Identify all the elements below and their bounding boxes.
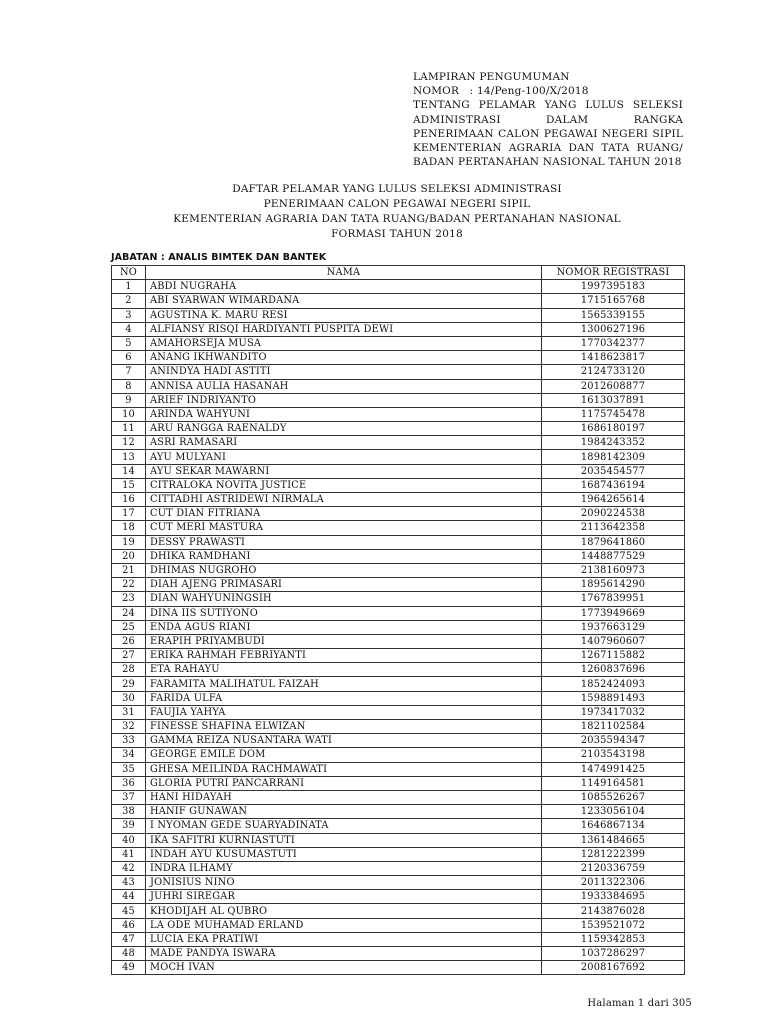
applicant-name: LUCIA EKA PRATIWI — [146, 932, 542, 946]
registration-number: 2090224538 — [542, 507, 685, 521]
table-header-row — [112, 266, 685, 280]
table-row — [112, 606, 685, 620]
table-row — [112, 833, 685, 847]
registration-number: 1233056104 — [542, 805, 685, 819]
table-row — [112, 634, 685, 648]
row-number: 25 — [112, 620, 146, 634]
table-row — [112, 464, 685, 478]
applicant-name: HANI HIDAYAH — [146, 790, 542, 804]
applicant-name: CUT DIAN FITRIANA — [146, 507, 542, 521]
applicant-name: FARIDA ULFA — [146, 691, 542, 705]
table-row — [112, 861, 685, 875]
table-row — [112, 280, 685, 294]
applicant-name: ASRI RAMASARI — [146, 436, 542, 450]
row-number: 9 — [112, 393, 146, 407]
applicant-name: FARAMITA MALIHATUL FAIZAH — [146, 677, 542, 691]
registration-number: 1973417032 — [542, 705, 685, 719]
applicant-name: CITTADHI ASTRIDEWI NIRMALA — [146, 493, 542, 507]
applicant-name: AMAHORSEJA MUSA — [146, 336, 542, 350]
applicant-table — [111, 265, 685, 975]
row-number: 8 — [112, 379, 146, 393]
title-line: DAFTAR PELAMAR YANG LULUS SELEKSI ADMINISTRASI — [232, 183, 562, 195]
applicant-name: DIAN WAHYUNINGSIH — [146, 592, 542, 606]
lampiran-line: ADMINISTRASI DALAM RANGKA — [413, 113, 683, 126]
applicant-name: ANINDYA HADI ASTITI — [146, 365, 542, 379]
registration-number: 1407960607 — [542, 634, 685, 648]
lampiran-line: KEMENTERIAN AGRARIA DAN TATA RUANG/ — [413, 142, 683, 155]
row-number: 26 — [112, 634, 146, 648]
registration-number: 1267115882 — [542, 649, 685, 663]
table-row — [112, 691, 685, 705]
table-row — [112, 436, 685, 450]
table-row — [112, 578, 685, 592]
registration-number: 1300627196 — [542, 322, 685, 336]
row-number: 19 — [112, 535, 146, 549]
registration-number: 2103543198 — [542, 748, 685, 762]
row-number: 42 — [112, 861, 146, 875]
applicant-name: INDRA ILHAMY — [146, 861, 542, 875]
row-number: 36 — [112, 776, 146, 790]
row-number: 49 — [112, 961, 146, 975]
table-row — [112, 819, 685, 833]
table-row — [112, 677, 685, 691]
page-footer: Halaman 1 dari 305 — [587, 998, 692, 1009]
applicant-name: JONISIUS NINO — [146, 876, 542, 890]
row-number: 11 — [112, 422, 146, 436]
lampiran-line: LAMPIRAN PENGUMUMAN — [413, 71, 570, 83]
row-number: 21 — [112, 563, 146, 577]
registration-number: 1687436194 — [542, 478, 685, 492]
applicant-name: ETA RAHAYU — [146, 663, 542, 677]
registration-number: 2120336759 — [542, 861, 685, 875]
row-number: 43 — [112, 876, 146, 890]
registration-number: 1613037891 — [542, 393, 685, 407]
applicant-name: GLORIA PUTRI PANCARRANI — [146, 776, 542, 790]
applicant-name: JUHRI SIREGAR — [146, 890, 542, 904]
row-number: 20 — [112, 549, 146, 563]
table-row — [112, 549, 685, 563]
table-row — [112, 322, 685, 336]
applicant-name: ERAPIH PRIYAMBUDI — [146, 634, 542, 648]
registration-number: 1260837696 — [542, 663, 685, 677]
registration-number: 1984243352 — [542, 436, 685, 450]
table-row — [112, 776, 685, 790]
applicant-name: CUT MERI MASTURA — [146, 521, 542, 535]
row-number: 35 — [112, 762, 146, 776]
table-row — [112, 932, 685, 946]
jabatan-heading: JABATAN : ANALIS BIMTEK DAN BANTEK — [111, 252, 327, 263]
registration-number: 2012608877 — [542, 379, 685, 393]
row-number: 28 — [112, 663, 146, 677]
registration-number: 1937663129 — [542, 620, 685, 634]
table-row — [112, 918, 685, 932]
lampiran-line: TENTANG PELAMAR YANG LULUS SELEKSI — [413, 99, 683, 112]
row-number: 24 — [112, 606, 146, 620]
table-row — [112, 748, 685, 762]
row-number: 14 — [112, 464, 146, 478]
table-row — [112, 365, 685, 379]
registration-number: 1159342853 — [542, 932, 685, 946]
registration-number: 1598891493 — [542, 691, 685, 705]
row-number: 10 — [112, 407, 146, 421]
registration-number: 1852424093 — [542, 677, 685, 691]
row-number: 39 — [112, 819, 146, 833]
registration-number: 2124733120 — [542, 365, 685, 379]
row-number: 4 — [112, 322, 146, 336]
registration-number: 1686180197 — [542, 422, 685, 436]
registration-number: 1879641860 — [542, 535, 685, 549]
table-row — [112, 762, 685, 776]
table-row — [112, 734, 685, 748]
title-line: KEMENTERIAN AGRARIA DAN TATA RUANG/BADAN PERTANAHAN NASIONAL — [173, 213, 621, 225]
row-number: 23 — [112, 592, 146, 606]
applicant-name: INDAH AYU KUSUMASTUTI — [146, 847, 542, 861]
table-row — [112, 663, 685, 677]
applicant-name: AYU MULYANI — [146, 450, 542, 464]
row-number: 34 — [112, 748, 146, 762]
row-number: 2 — [112, 294, 146, 308]
registration-number: 1895614290 — [542, 578, 685, 592]
row-number: 44 — [112, 890, 146, 904]
applicant-name: DESSY PRAWASTI — [146, 535, 542, 549]
applicant-name: DIAH AJENG PRIMASARI — [146, 578, 542, 592]
applicant-name: DHIMAS NUGROHO — [146, 563, 542, 577]
row-number: 27 — [112, 649, 146, 663]
registration-number: 1037286297 — [542, 947, 685, 961]
applicant-name: ARIEF INDRIYANTO — [146, 393, 542, 407]
table-row — [112, 592, 685, 606]
registration-number: 2035594347 — [542, 734, 685, 748]
applicant-name: GAMMA REIZA NUSANTARA WATI — [146, 734, 542, 748]
table-row — [112, 790, 685, 804]
row-number: 22 — [112, 578, 146, 592]
applicant-name: GEORGE EMILE DOM — [146, 748, 542, 762]
applicant-name: ANNISA AULIA HASANAH — [146, 379, 542, 393]
applicant-name: ANANG IKHWANDITO — [146, 351, 542, 365]
registration-number: 1767839951 — [542, 592, 685, 606]
registration-number: 1175745478 — [542, 407, 685, 421]
applicant-name: ARINDA WAHYUNI — [146, 407, 542, 421]
registration-number: 1539521072 — [542, 918, 685, 932]
row-number: 6 — [112, 351, 146, 365]
row-number: 30 — [112, 691, 146, 705]
registration-number: 2011322306 — [542, 876, 685, 890]
row-number: 31 — [112, 705, 146, 719]
table-row — [112, 847, 685, 861]
applicant-name: DINA IIS SUTIYONO — [146, 606, 542, 620]
registration-number: 1933384695 — [542, 890, 685, 904]
applicant-name: ERIKA RAHMAH FEBRIYANTI — [146, 649, 542, 663]
header-nomor-registrasi: NOMOR REGISTRASI — [542, 266, 685, 280]
applicant-name: ABDI NUGRAHA — [146, 280, 542, 294]
registration-number: 1565339155 — [542, 308, 685, 322]
row-number: 16 — [112, 493, 146, 507]
table-row — [112, 493, 685, 507]
applicant-name: DHIKA RAMDHANI — [146, 549, 542, 563]
row-number: 37 — [112, 790, 146, 804]
table-row — [112, 649, 685, 663]
registration-number: 1715165768 — [542, 294, 685, 308]
row-number: 45 — [112, 904, 146, 918]
applicant-name: ABI SYARWAN WIMARDANA — [146, 294, 542, 308]
table-row — [112, 535, 685, 549]
table-row — [112, 805, 685, 819]
lampiran-nomor: NOMOR : 14/Peng-100/X/2018 — [413, 85, 589, 98]
registration-number: 1821102584 — [542, 720, 685, 734]
applicant-name: MADE PANDYA ISWARA — [146, 947, 542, 961]
registration-number: 1448877529 — [542, 549, 685, 563]
applicant-name: AGUSTINA K. MARU RESI — [146, 308, 542, 322]
row-number: 29 — [112, 677, 146, 691]
applicant-name: ENDA AGUS RIANI — [146, 620, 542, 634]
registration-number: 2143876028 — [542, 904, 685, 918]
applicant-name: FAUJIA YAHYA — [146, 705, 542, 719]
row-number: 1 — [112, 280, 146, 294]
registration-number: 1646867134 — [542, 819, 685, 833]
row-number: 48 — [112, 947, 146, 961]
title-line: FORMASI TAHUN 2018 — [331, 228, 463, 240]
table-row — [112, 620, 685, 634]
registration-number: 1418623817 — [542, 351, 685, 365]
registration-number: 1281222399 — [542, 847, 685, 861]
table-row — [112, 876, 685, 890]
table-row — [112, 705, 685, 719]
table-row — [112, 336, 685, 350]
table-row — [112, 351, 685, 365]
registration-number: 1964265614 — [542, 493, 685, 507]
row-number: 46 — [112, 918, 146, 932]
title-line: PENERIMAAN CALON PEGAWAI NEGERI SIPIL — [263, 198, 531, 210]
lampiran-line: PENERIMAAN CALON PEGAWAI NEGERI SIPIL — [413, 127, 683, 140]
table-row — [112, 947, 685, 961]
row-number: 40 — [112, 833, 146, 847]
table-row — [112, 294, 685, 308]
row-number: 47 — [112, 932, 146, 946]
row-number: 5 — [112, 336, 146, 350]
row-number: 41 — [112, 847, 146, 861]
row-number: 38 — [112, 805, 146, 819]
table-row — [112, 478, 685, 492]
header-nama: NAMA — [146, 266, 542, 280]
lampiran-header — [413, 70, 683, 169]
applicant-name: LA ODE MUHAMAD ERLAND — [146, 918, 542, 932]
table-row — [112, 563, 685, 577]
applicant-name: ALFIANSY RISQI HARDIYANTI PUSPITA DEWI — [146, 322, 542, 336]
registration-number: 2035454577 — [542, 464, 685, 478]
table-row — [112, 407, 685, 421]
row-number: 13 — [112, 450, 146, 464]
table-row — [112, 961, 685, 975]
registration-number: 1474991425 — [542, 762, 685, 776]
row-number: 18 — [112, 521, 146, 535]
applicant-name: KHODIJAH AL QUBRO — [146, 904, 542, 918]
registration-number: 2113642358 — [542, 521, 685, 535]
table-row — [112, 308, 685, 322]
table-body — [112, 280, 685, 975]
table-row — [112, 904, 685, 918]
registration-number: 1898142309 — [542, 450, 685, 464]
row-number: 3 — [112, 308, 146, 322]
registration-number: 1770342377 — [542, 336, 685, 350]
table-row — [112, 450, 685, 464]
table-row — [112, 720, 685, 734]
document-title — [110, 182, 684, 242]
header-no: NO — [112, 266, 146, 280]
lampiran-line: BADAN PERTANAHAN NASIONAL TAHUN 2018 — [413, 156, 682, 169]
registration-number: 2008167692 — [542, 961, 685, 975]
registration-number: 1361484665 — [542, 833, 685, 847]
row-number: 17 — [112, 507, 146, 521]
table-row — [112, 379, 685, 393]
applicant-name: CITRALOKA NOVITA JUSTICE — [146, 478, 542, 492]
row-number: 12 — [112, 436, 146, 450]
registration-number: 1773949669 — [542, 606, 685, 620]
applicant-name: GHESA MEILINDA RACHMAWATI — [146, 762, 542, 776]
row-number: 15 — [112, 478, 146, 492]
table-row — [112, 890, 685, 904]
applicant-name: ARU RANGGA RAENALDY — [146, 422, 542, 436]
row-number: 7 — [112, 365, 146, 379]
registration-number: 1149164581 — [542, 776, 685, 790]
table-row — [112, 521, 685, 535]
registration-number: 2138160973 — [542, 563, 685, 577]
applicant-name: MOCH IVAN — [146, 961, 542, 975]
registration-number: 1085526267 — [542, 790, 685, 804]
table-row — [112, 393, 685, 407]
applicant-name: HANIF GUNAWAN — [146, 805, 542, 819]
table-row — [112, 507, 685, 521]
row-number: 33 — [112, 734, 146, 748]
row-number: 32 — [112, 720, 146, 734]
applicant-name: AYU SEKAR MAWARNI — [146, 464, 542, 478]
table-row — [112, 422, 685, 436]
registration-number: 1997395183 — [542, 280, 685, 294]
applicant-name: I NYOMAN GEDE SUARYADINATA — [146, 819, 542, 833]
applicant-name: FINESSE SHAFINA ELWIZAN — [146, 720, 542, 734]
applicant-name: IKA SAFITRI KURNIASTUTI — [146, 833, 542, 847]
